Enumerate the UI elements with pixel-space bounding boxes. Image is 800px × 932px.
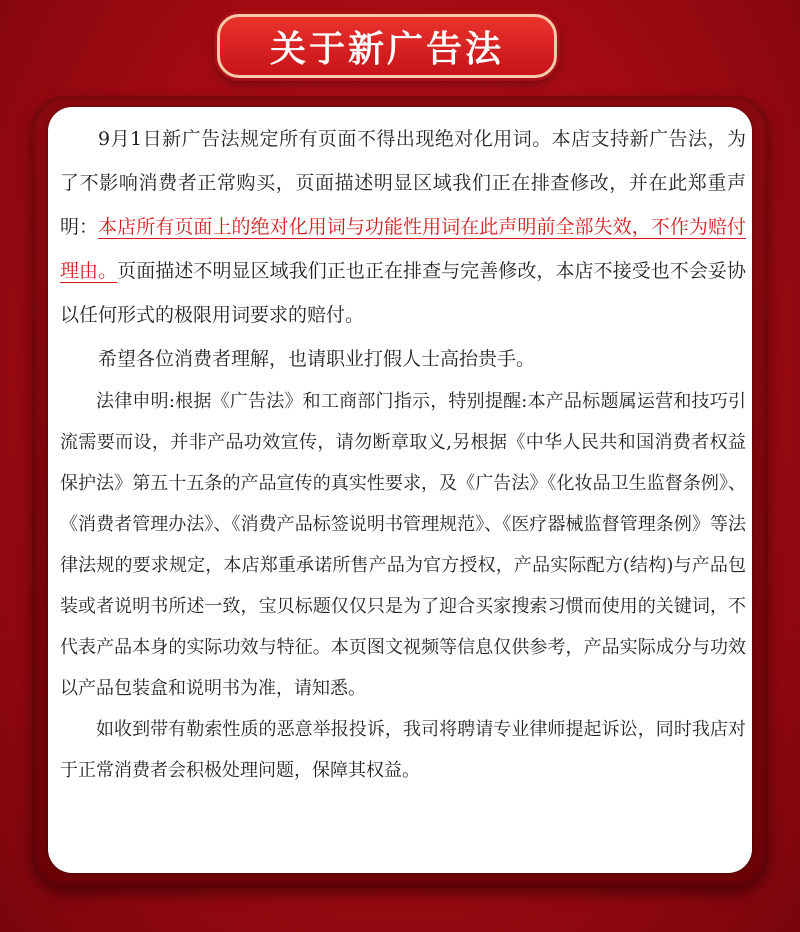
highlighted-declaration: 本店所有页面上的绝对化用词与功能性用词在此声明前全部失效，不作为赔付理由。 xyxy=(60,216,746,282)
announcement-text-start: 9月1日新广告法规定所有页面不得出现绝对化用词。本店支持新广告法，为了不影响消费者正常购买，页面描述明显区域我们正在排查修改，并在此郑重声明： xyxy=(60,128,746,238)
paragraph-request: 希望各位消费者理解，也请职业打假人士高抬贵手。 xyxy=(98,348,536,370)
page-title: 关于新广告法 xyxy=(269,28,504,70)
title-badge xyxy=(217,14,557,78)
notice-card xyxy=(48,107,752,873)
paragraph-legal-statement: 法律申明:根据《广告法》和工商部门指示，特别提醒:本产品标题属运营和技巧引流需要而设，并非产品功效宣传，请勿断章取义,另根据《中华人民共和国消费者权益保护法》第五十五条的产品宣传的真实性要求，及《广告法》《化妆品卫生监督条例》、《消费者管理办法》、《消费产品标签说明书管理规范》、《医疗器械监督管理条例》等法律法规的要求规定，本店郑重承诺所售产品为官方授权，产品实际配方(结构)与产品包装或者说明书所述一致，宝贝标题仅仅只是为了迎合买家搜索习惯而使用的关键词，不代表产品本身的实际功效与特征。本页图文视频等信息仅供参考，产品实际成分与功效以产品包装盒和说明书为准，请知悉。 xyxy=(60,391,746,699)
announcement-text-end: 页面描述不明显区域我们正也正在排查与完善修改，本店不接受也不会妥协以任何形式的极限用词要求的赔付。 xyxy=(60,260,746,326)
paragraph-warning: 如收到带有勒索性质的恶意举报投诉，我司将聘请专业律师提起诉讼，同时我店对于正常消费者会积极处理问题，保障其权益。 xyxy=(60,719,746,781)
paragraph-announcement xyxy=(60,117,746,337)
